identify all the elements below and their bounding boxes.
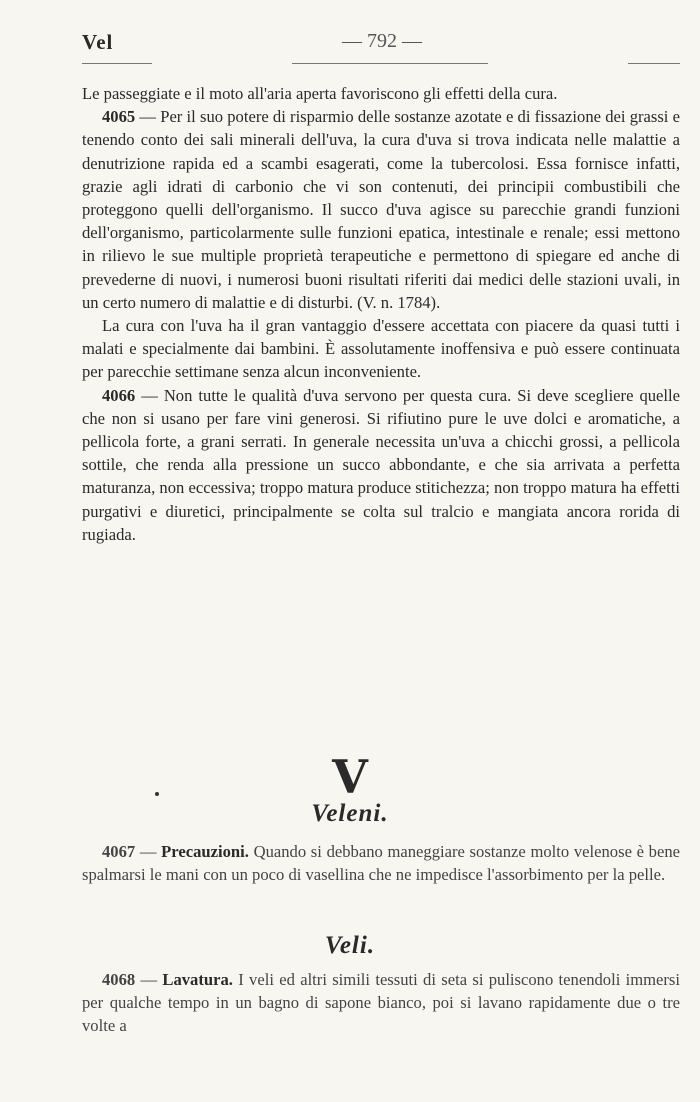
header-rule-right — [628, 63, 680, 64]
entry-4067: 4067 — Precauzioni. Quando si debbano maneggiare sostanze molto velenose è bene spalmarsi le mani con un poco di vasellina che ne impedisce l'assorbimento per la pelle. — [82, 842, 681, 885]
entry-heading: Precauzioni. — [161, 842, 249, 861]
entry-text: I veli ed altri simili tessuti di seta si puliscono tenendoli immersi per qualche tempo in un bagno di sapone bianco, poi si lavano rapidamente due o tre volte a — [82, 970, 680, 1036]
entry-number: 4066 — [102, 385, 136, 405]
paragraph-cura-uva: La cura con l'uva ha il gran vantaggio d'essere accettata con piacere da quasi tutti i malati e specialmente dai bambini. È assolutamente inoffensiva e può essere continuata per parecchie settimane senza alcun inconveniente. — [82, 316, 680, 382]
main-text — [82, 82, 680, 546]
entry-number: 4067 — [102, 842, 136, 861]
entry-4066 — [82, 384, 680, 546]
page-number: — 792 — — [342, 30, 422, 52]
entry-4067-block — [82, 840, 680, 886]
entry-text: — Non tutte le qualità d'uva servono per questa cura. Si deve scegliere quelle che non si usano per fare vini generosi. Si rifiutino pure le uve dolci e aromatiche, a pellicola forte, a grani serrati. In generale necessita un'uva a chicchi grossi, a pellicola sottile, che renda alla pressione un succo abbondante, e che sia arrivata a perfetta maturanza, non eccessiva; troppo matura produce stitichezza; non troppo matura ha effetti purgativi e diuretici, principalmente se colta sul tralcio e mangiata ancora rorida di rugiada. — [82, 385, 680, 544]
entry-text: — Per il suo potere di risparmio delle sostanze azotate e di fissazione dei grassi e tenendo conto dei sali minerali dell'uva, la cura d'uva si trova indicata nelle malattie a denutrizione rapida ed a scambi esagerati, come la tubercolosi. Essa fornisce infatti, grazie agli idrati di carbonio che vi son contenuti, dei principii combustibili che proteggono quelli dell'organismo. Il succo d'uva agisce su parecchie grandi funzioni dell'organismo, particolarmente sulle funzioni epatica, intestinale e renale; essi mettono in rilievo le sue multiple proprietà terapeutiche e permettono di spiegare ed anche di prevederne di nuovi, i numerosi buoni risultati riferiti dai medici delle stazioni uvali, in un certo numero di malattie e di disturbi. (V. n. 1784). — [82, 107, 680, 312]
entry-number: 4068 — [102, 970, 136, 989]
ink-speck — [155, 792, 159, 796]
entry-text: Quando si debbano maneggiare sostanze molto velenose è bene spalmarsi le mani con un poco di vasellina che ne impedisce l'assorbimento per la pelle. — [82, 842, 681, 885]
entry-4068-block — [82, 968, 680, 1038]
entry-4068: 4068 — Lavatura. I veli ed altri simili tessuti di seta si puliscono tenendoli immersi per qualche tempo in un bagno di sapone bianco, poi si lavano rapidamente due o tre volte a — [82, 970, 680, 1036]
header-rule-middle — [292, 63, 488, 64]
entry-heading: Lavatura. — [162, 970, 233, 989]
header-rule-left — [82, 63, 152, 64]
section-title-veleni: Veleni. — [311, 800, 389, 827]
running-head: Vel — [82, 30, 114, 54]
section-letter: V — [332, 750, 368, 804]
entry-4065 — [82, 105, 680, 314]
page-header — [82, 28, 678, 62]
paragraph-continuation: Le passeggiate e il moto all'aria aperta favoriscono gli effetti della cura. — [82, 84, 558, 103]
section-title-veli: Veli. — [324, 932, 376, 959]
entry-number: 4065 — [102, 107, 136, 127]
